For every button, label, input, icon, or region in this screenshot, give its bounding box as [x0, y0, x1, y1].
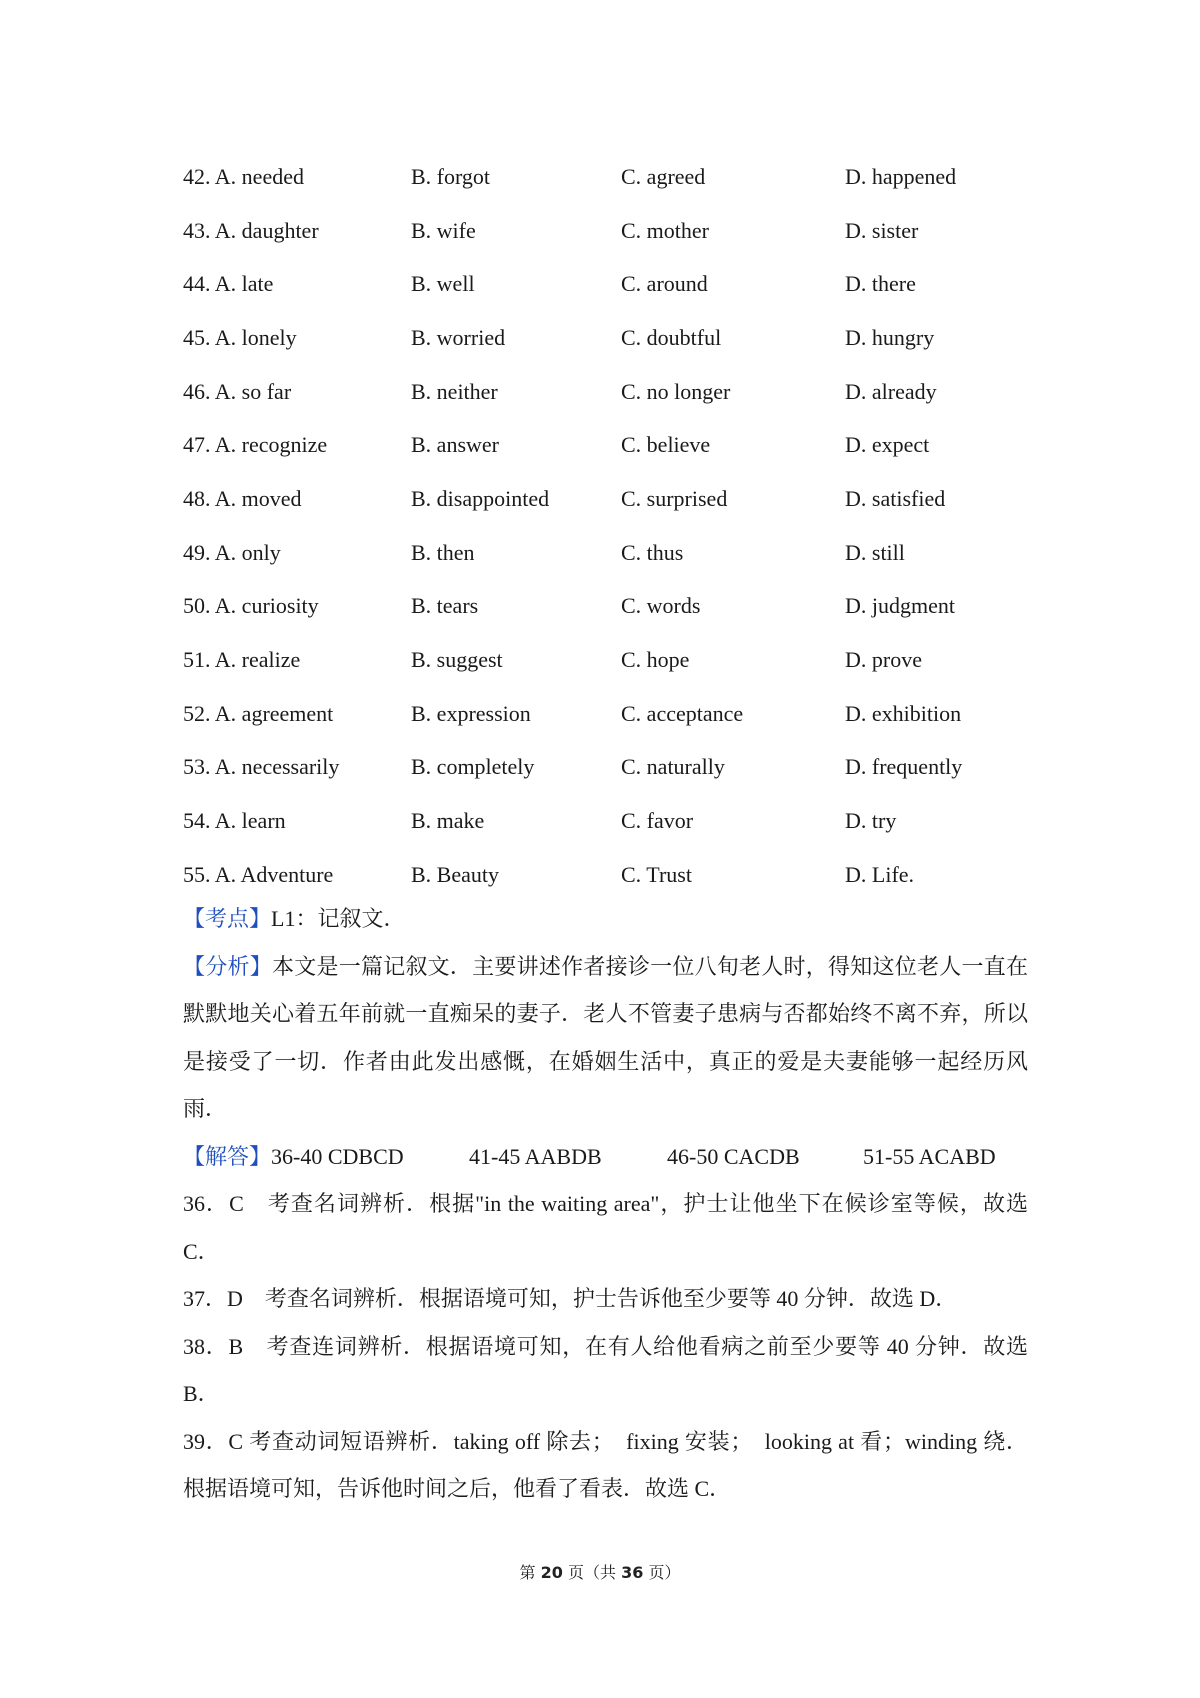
page-number: 20: [540, 1563, 563, 1582]
option-b: B. answer: [411, 432, 499, 458]
option-d: D. satisfied: [845, 485, 946, 511]
analysis-section: [183, 895, 1028, 1513]
option-a: 54. A. learn: [183, 808, 286, 834]
jieda-answers: [183, 1133, 1028, 1181]
option-b: B. worried: [411, 324, 506, 350]
option-b: B. suggest: [411, 647, 503, 673]
fenxi-tag: 【分析】: [183, 953, 272, 979]
option-d: D. happened: [845, 163, 957, 189]
footer-middle: 页（共: [562, 1563, 622, 1582]
option-b: B. tears: [411, 593, 479, 619]
option-a: 48. A. moved: [183, 485, 302, 511]
option-d: D. already: [845, 378, 937, 404]
option-b: B. expression: [411, 700, 531, 726]
explanation-39: 39．C 考查动词短语辨析．taking off 除去； fixing 安装； looking at 看；winding 绕．根据语境可知，告诉他时间之后，他看了看表．故选 C．: [183, 1428, 1028, 1501]
option-c: C. hope: [621, 647, 690, 673]
jieda-tag: 【解答】: [183, 1143, 272, 1169]
option-row: [183, 311, 1043, 365]
option-c: C. favor: [621, 808, 694, 834]
option-row: [183, 848, 1043, 902]
option-c: C. around: [621, 271, 708, 297]
answer-options-list: [183, 150, 1043, 902]
answer-group: 51-55 ACABD: [863, 1143, 996, 1169]
option-a: 53. A. necessarily: [183, 754, 340, 780]
option-row: [183, 418, 1043, 472]
explanation-36: 36．C 考查名词辨析．根据"in the waiting area"，护士让他坐下在候诊室等候，故选 C．: [183, 1191, 1028, 1264]
option-a: 55. A. Adventure: [183, 861, 334, 887]
option-row: [183, 794, 1043, 848]
option-d: D. sister: [845, 217, 919, 243]
option-row: [183, 257, 1043, 311]
fenxi-paragraph: [183, 943, 1028, 1133]
answer-group: 36-40 CDBCD: [271, 1143, 404, 1169]
option-d: D. Life.: [845, 861, 915, 887]
answer-group: 46-50 CACDB: [667, 1143, 800, 1169]
option-row: [183, 633, 1043, 687]
option-d: D. hungry: [845, 324, 935, 350]
option-d: D. frequently: [845, 754, 963, 780]
option-b: B. then: [411, 539, 475, 565]
kaodian-tag: 【考点】: [183, 906, 272, 931]
total-pages: 36: [621, 1563, 644, 1582]
option-a: 45. A. lonely: [183, 324, 297, 350]
option-b: B. neither: [411, 378, 498, 404]
option-row: [183, 580, 1043, 634]
fenxi-text: 本文是一篇记叙文．主要讲述作者接诊一位八旬老人时，得知这位老人一直在默默地关心着五年前就一直痴呆的妻子．老人不管妻子患病与否都始终不离不弃，所以是接受了一切．作者由此发出感慨，在婚姻生活中，真正的爱是夫妻能够一起经历风雨．: [183, 953, 1028, 1121]
option-b: B. well: [411, 271, 475, 297]
option-c: C. agreed: [621, 163, 706, 189]
option-b: B. wife: [411, 217, 476, 243]
kaodian-text: L1：记叙文．: [271, 906, 406, 931]
option-c: C. doubtful: [621, 324, 722, 350]
option-row: [183, 526, 1043, 580]
option-a: 47. A. recognize: [183, 432, 328, 458]
option-c: C. no longer: [621, 378, 731, 404]
option-a: 43. A. daughter: [183, 217, 319, 243]
option-a: 49. A. only: [183, 539, 281, 565]
footer-suffix: 页）: [643, 1563, 681, 1582]
option-row: [183, 472, 1043, 526]
option-c: C. mother: [621, 217, 709, 243]
option-row: [183, 204, 1043, 258]
option-c: C. believe: [621, 432, 711, 458]
option-c: C. acceptance: [621, 700, 744, 726]
option-b: B. Beauty: [411, 861, 499, 887]
option-row: [183, 741, 1043, 795]
option-b: B. completely: [411, 754, 535, 780]
explanation-38: 38．B 考查连词辨析．根据语境可知，在有人给他看病之前至少要等 40 分钟．故选 B．: [183, 1333, 1028, 1406]
option-b: B. make: [411, 808, 485, 834]
option-d: D. exhibition: [845, 700, 962, 726]
option-row: [183, 365, 1043, 419]
option-a: 50. A. curiosity: [183, 593, 319, 619]
option-a: 51. A. realize: [183, 647, 301, 673]
page-footer: [0, 1560, 1200, 1583]
option-c: C. words: [621, 593, 701, 619]
answer-group: 41-45 AABDB: [469, 1143, 602, 1169]
option-a: 44. A. late: [183, 271, 274, 297]
option-b: B. forgot: [411, 163, 491, 189]
footer-prefix: 第: [519, 1563, 541, 1582]
option-d: D. still: [845, 539, 905, 565]
option-d: D. expect: [845, 432, 930, 458]
option-c: C. surprised: [621, 485, 728, 511]
option-c: C. thus: [621, 539, 684, 565]
option-b: B. disappointed: [411, 485, 550, 511]
option-row: [183, 150, 1043, 204]
option-a: 46. A. so far: [183, 378, 292, 404]
kaodian-paragraph: [183, 895, 1028, 943]
option-d: D. try: [845, 808, 897, 834]
option-c: C. Trust: [621, 861, 692, 887]
explanation-37: 37．D 考查名词辨析．根据语境可知，护士告诉他至少要等 40 分钟．故选 D．: [183, 1286, 958, 1311]
option-d: D. there: [845, 271, 916, 297]
option-row: [183, 687, 1043, 741]
option-d: D. prove: [845, 647, 922, 673]
option-d: D. judgment: [845, 593, 955, 619]
option-c: C. naturally: [621, 754, 725, 780]
option-a: 42. A. needed: [183, 163, 304, 189]
option-a: 52. A. agreement: [183, 700, 334, 726]
